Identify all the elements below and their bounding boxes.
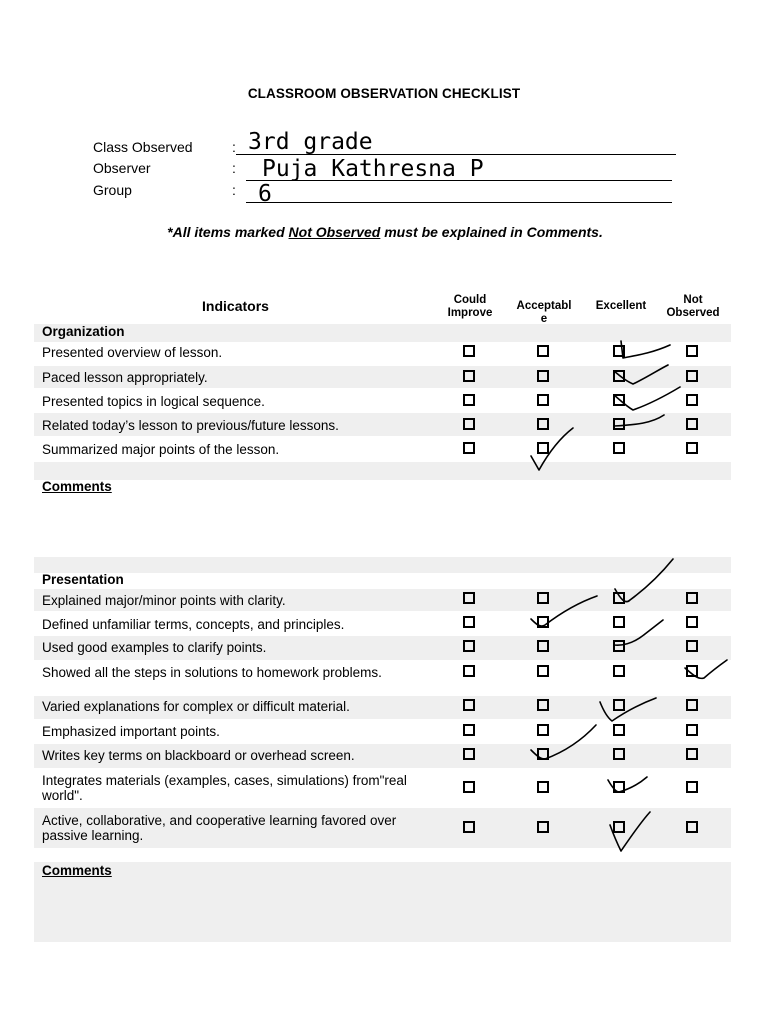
pres-row-8-not-observed-checkbox[interactable] — [686, 781, 698, 793]
org-row-2-excellent-checkbox[interactable] — [613, 370, 625, 382]
pres-row-6-acceptable-checkbox[interactable] — [537, 724, 549, 736]
note-suffix: must be explained in Comments. — [380, 224, 603, 240]
pres-row-8-excellent-checkbox[interactable] — [613, 781, 625, 793]
org-row-3-acceptable-checkbox[interactable] — [537, 394, 549, 406]
pres-row-3-acceptable-checkbox[interactable] — [537, 640, 549, 652]
org-row-3-could-improve-checkbox[interactable] — [463, 394, 475, 406]
not-observed-header: Not Observed — [666, 294, 720, 319]
org-row-5-could-improve-checkbox[interactable] — [463, 442, 475, 454]
note-emphasis: Not Observed — [288, 224, 381, 240]
pres-row-9-excellent-checkbox[interactable] — [613, 821, 625, 833]
organization-comments-label: Comments — [42, 479, 112, 494]
pres-row-7-could-improve-checkbox[interactable] — [463, 748, 475, 760]
org-row-5-acceptable-checkbox[interactable] — [537, 442, 549, 454]
pres-row-2-acceptable-checkbox[interactable] — [537, 616, 549, 628]
pres-row-4-excellent-checkbox[interactable] — [613, 665, 625, 677]
excellent-header: Excellent — [595, 300, 647, 312]
organization-header-band — [34, 324, 731, 342]
pres-row-7-acceptable-checkbox[interactable] — [537, 748, 549, 760]
pres-row-9-acceptable-checkbox[interactable] — [537, 821, 549, 833]
org-row-1-could-improve-checkbox[interactable] — [463, 345, 475, 357]
org-row-5-excellent-checkbox[interactable] — [613, 442, 625, 454]
explanation-note — [150, 224, 620, 241]
checkmark-org-row-1 — [621, 341, 670, 358]
presentation-comments-area[interactable] — [34, 862, 731, 942]
organization-title: Organization — [42, 324, 125, 339]
note-prefix: *All items marked — [167, 224, 289, 240]
observer-colon: : — [232, 160, 236, 176]
pres-row-4-could-improve-checkbox[interactable] — [463, 665, 475, 677]
pres-row-7-excellent-checkbox[interactable] — [613, 748, 625, 760]
org-row-4-could-improve-checkbox[interactable] — [463, 418, 475, 430]
org-row-2-could-improve-checkbox[interactable] — [463, 370, 475, 382]
group-colon: : — [232, 182, 236, 198]
org-row-1-text: Presented overview of lesson. — [42, 345, 223, 360]
pres-row-6-could-improve-checkbox[interactable] — [463, 724, 475, 736]
org-row-2-not-observed-checkbox[interactable] — [686, 370, 698, 382]
observer-label: Observer — [93, 160, 151, 176]
observer-value[interactable]: Puja Kathresna P — [262, 156, 484, 182]
class-observed-value[interactable]: 3rd grade — [248, 129, 373, 155]
pres-row-2-text: Defined unfamiliar terms, concepts, and principles. — [42, 617, 345, 632]
org-row-2-text: Paced lesson appropriately. — [42, 370, 208, 385]
org-row-4-text: Related today’s lesson to previous/future lessons. — [42, 418, 339, 433]
pres-row-7-text: Writes key terms on blackboard or overhead screen. — [42, 748, 355, 763]
group-underline — [246, 202, 672, 203]
pres-row-1-acceptable-checkbox[interactable] — [537, 592, 549, 604]
org-row-1-excellent-checkbox[interactable] — [613, 345, 625, 357]
org-row-4-not-observed-checkbox[interactable] — [686, 418, 698, 430]
acceptable-header: Acceptabl e — [516, 300, 572, 325]
org-row-1-not-observed-checkbox[interactable] — [686, 345, 698, 357]
pres-row-8-could-improve-checkbox[interactable] — [463, 781, 475, 793]
org-row-4-acceptable-checkbox[interactable] — [537, 418, 549, 430]
pres-row-3-text: Used good examples to clarify points. — [42, 640, 267, 655]
pres-row-5-not-observed-checkbox[interactable] — [686, 699, 698, 711]
pres-row-8-acceptable-checkbox[interactable] — [537, 781, 549, 793]
org-row-3-text: Presented topics in logical sequence. — [42, 394, 265, 409]
pres-row-3-not-observed-checkbox[interactable] — [686, 640, 698, 652]
org-row-5-not-observed-checkbox[interactable] — [686, 442, 698, 454]
pres-row-2-not-observed-checkbox[interactable] — [686, 616, 698, 628]
presentation-title: Presentation — [42, 572, 124, 587]
pres-row-6-excellent-checkbox[interactable] — [613, 724, 625, 736]
could-improve-header: Could Improve — [447, 294, 493, 319]
pres-row-3-excellent-checkbox[interactable] — [613, 640, 625, 652]
pres-row-7-not-observed-checkbox[interactable] — [686, 748, 698, 760]
class-observed-label: Class Observed — [93, 139, 193, 155]
presentation-comments-label: Comments — [42, 863, 112, 878]
pres-row-2-could-improve-checkbox[interactable] — [463, 616, 475, 628]
org-row-2-acceptable-checkbox[interactable] — [537, 370, 549, 382]
pres-row-1-could-improve-checkbox[interactable] — [463, 592, 475, 604]
pres-row-8-text: Integrates materials (examples, cases, simulations) from"real world". — [42, 773, 407, 803]
pres-row-2-excellent-checkbox[interactable] — [613, 616, 625, 628]
document-title: CLASSROOM OBSERVATION CHECKLIST — [247, 86, 521, 101]
row-band — [34, 462, 731, 480]
pres-row-4-text: Showed all the steps in solutions to homework problems. — [42, 665, 382, 680]
pres-row-5-could-improve-checkbox[interactable] — [463, 699, 475, 711]
pres-row-4-acceptable-checkbox[interactable] — [537, 665, 549, 677]
pres-row-1-not-observed-checkbox[interactable] — [686, 592, 698, 604]
pres-row-1-text: Explained major/minor points with clarity. — [42, 593, 286, 608]
pres-row-9-not-observed-checkbox[interactable] — [686, 821, 698, 833]
org-row-3-excellent-checkbox[interactable] — [613, 394, 625, 406]
presentation-top-band — [34, 557, 731, 573]
pres-row-4-not-observed-checkbox[interactable] — [686, 665, 698, 677]
pres-row-9-could-improve-checkbox[interactable] — [463, 821, 475, 833]
org-row-4-excellent-checkbox[interactable] — [613, 418, 625, 430]
class-observed-colon: : — [232, 139, 236, 155]
indicators-header: Indicators — [202, 298, 269, 314]
pres-row-6-text: Emphasized important points. — [42, 724, 220, 739]
class-observed-underline — [236, 154, 676, 155]
pres-row-5-excellent-checkbox[interactable] — [613, 699, 625, 711]
pres-row-1-excellent-checkbox[interactable] — [613, 592, 625, 604]
pres-row-9-text: Active, collaborative, and cooperative learning favored over passive learning. — [42, 813, 397, 843]
org-row-1-acceptable-checkbox[interactable] — [537, 345, 549, 357]
pres-row-3-could-improve-checkbox[interactable] — [463, 640, 475, 652]
group-value[interactable]: 6 — [258, 181, 272, 207]
group-label: Group — [93, 182, 132, 198]
pres-row-5-text: Varied explanations for complex or difficult material. — [42, 699, 350, 714]
pres-row-5-acceptable-checkbox[interactable] — [537, 699, 549, 711]
pres-row-6-not-observed-checkbox[interactable] — [686, 724, 698, 736]
org-row-5-text: Summarized major points of the lesson. — [42, 442, 280, 457]
org-row-3-not-observed-checkbox[interactable] — [686, 394, 698, 406]
observer-underline — [246, 180, 672, 181]
